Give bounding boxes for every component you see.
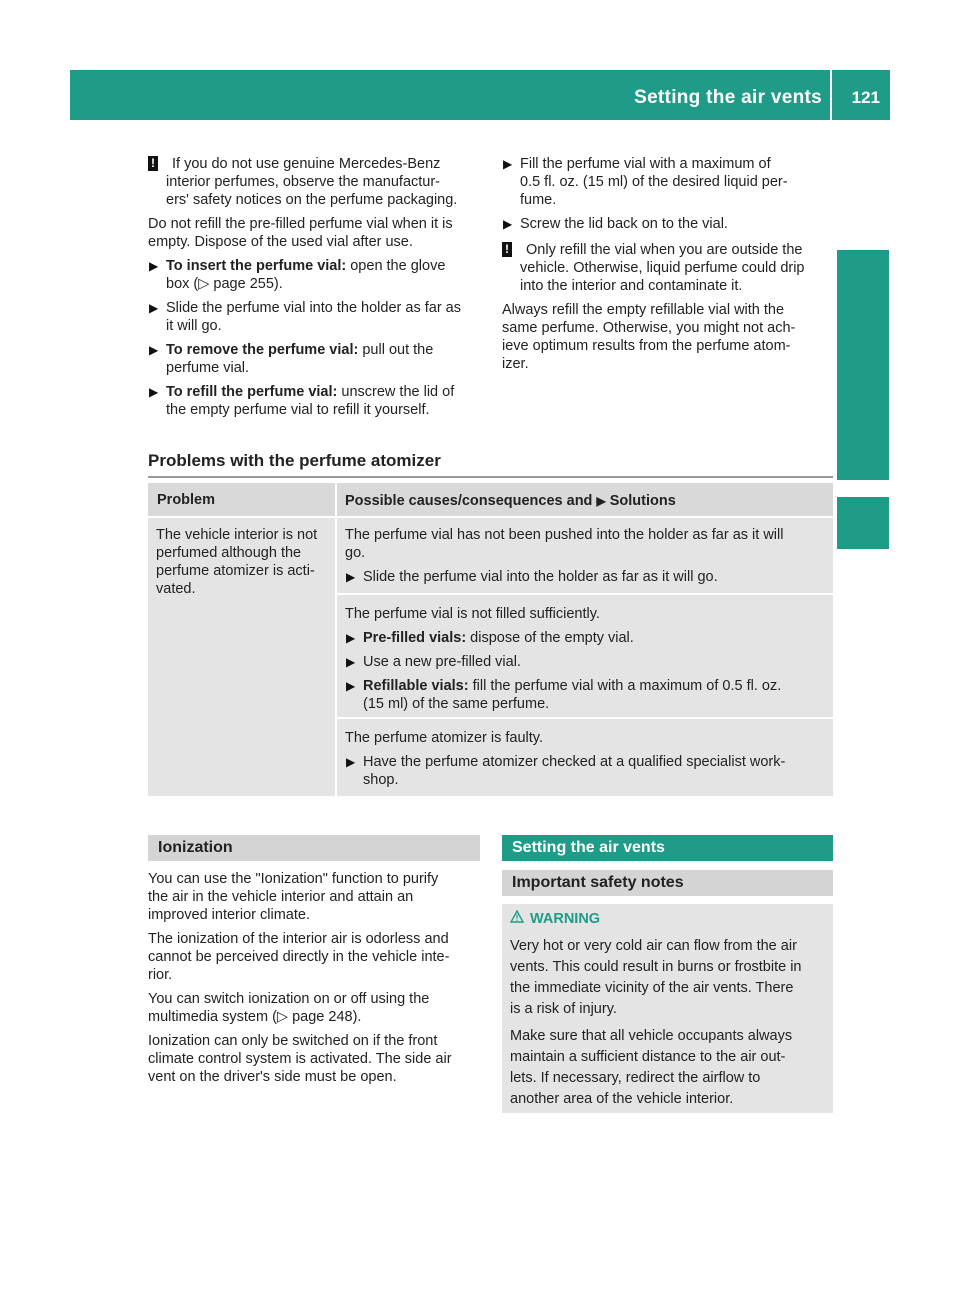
page-number: 121 — [851, 88, 880, 107]
paragraph-line: Do not refill the pre-filled perfume vial when it is — [148, 216, 453, 232]
warning-line: Very hot or very cold air can flow from the air — [510, 938, 797, 954]
ionization-body — [148, 870, 483, 1092]
paragraph-line: vent on the driver's side must be open. — [148, 1069, 397, 1085]
notice-text-line: interior perfumes, observe the manufactur- — [166, 174, 441, 190]
paragraph-line: ieve optimum results from the perfume atom- — [502, 338, 791, 354]
solution-label: Refillable vials: — [363, 678, 469, 694]
step-screw-lid — [502, 215, 837, 233]
air-vents-heading: Setting the air vents — [502, 835, 833, 861]
paragraph — [148, 930, 483, 984]
warning-line: Make sure that all vehicle occupants always — [510, 1028, 793, 1044]
ionization-heading: Ionization — [148, 835, 480, 861]
column-header-solutions — [337, 483, 833, 516]
paragraph-line: multimedia system (▷ page 248). — [148, 1009, 362, 1025]
step-label: To refill the perfume vial: — [166, 384, 338, 400]
column-header-label: Problem — [157, 492, 216, 508]
step-label: To remove the perfume vial: — [166, 342, 359, 358]
solution-step — [345, 653, 825, 671]
paragraph-line: You can use the "Ionization" function to purify — [148, 871, 439, 887]
solution-text: dispose of the empty vial. — [466, 630, 634, 646]
side-tab-marker — [837, 497, 889, 549]
play-arrow-icon: ▶ — [149, 385, 159, 399]
warning-line: another area of the vehicle interior. — [510, 1091, 734, 1107]
header-divider — [830, 70, 832, 120]
play-arrow-icon: ▶ — [149, 259, 159, 273]
paragraph-line: the air in the vehicle interior and attain an — [148, 889, 414, 905]
step-text: fume. — [520, 192, 557, 208]
step-fill-vial — [502, 155, 837, 209]
warning-triangle-icon — [510, 910, 524, 928]
column-header-label: Solutions — [605, 493, 676, 509]
warning-line: lets. If necessary, redirect the airflow to — [510, 1070, 761, 1086]
play-arrow-icon: ▶ — [149, 343, 159, 357]
warning-line: the immediate vicinity of the air vents. There — [510, 980, 794, 996]
problems-table — [148, 483, 833, 796]
step-text: perfume vial. — [166, 360, 250, 376]
paragraph — [502, 301, 837, 373]
solution-text: shop. — [363, 772, 399, 788]
paragraph-line: Ionization can only be switched on if the front — [148, 1033, 438, 1049]
step-text: the empty perfume vial to refill it yourself. — [166, 402, 430, 418]
paragraph — [148, 1032, 483, 1086]
notice-block — [148, 155, 483, 209]
warning-line: maintain a sufficient distance to the air out- — [510, 1049, 786, 1065]
notice-text-line: into the interior and contaminate it. — [520, 278, 743, 294]
paragraph-line: izer. — [502, 356, 529, 372]
play-arrow-icon: ▶ — [346, 570, 356, 584]
step-remove-vial — [148, 341, 483, 377]
step-text: 0.5 fl. oz. (15 ml) of the desired liquid per- — [520, 174, 788, 190]
notice-text-line: Only refill the vial when you are outside the — [526, 242, 803, 258]
paragraph — [148, 215, 483, 251]
step-text: box (▷ page 255). — [166, 276, 283, 292]
play-arrow-icon: ▶ — [149, 301, 159, 315]
exclamation-icon: ! — [148, 156, 158, 171]
play-arrow-icon: ▶ — [346, 755, 356, 769]
paragraph-line: empty. Dispose of the used vial after use. — [148, 234, 413, 250]
cause-line: go. — [345, 545, 366, 561]
step-text: Fill the perfume vial with a maximum of — [520, 156, 771, 172]
solution-text: (15 ml) of the same perfume. — [363, 696, 550, 712]
warning-line: vents. This could result in burns or frostbite in — [510, 959, 802, 975]
step-text: unscrew the lid of — [337, 384, 455, 400]
step-text: Slide the perfume vial into the holder as far as — [166, 300, 461, 316]
side-tab-label: Climate control — [851, 250, 874, 408]
warning-paragraph — [510, 936, 825, 1020]
column-header-problem — [148, 483, 335, 516]
step-refill-vial — [148, 383, 483, 419]
step-text: pull out the — [358, 342, 434, 358]
left-column — [148, 155, 483, 425]
paragraph-line: same perfume. Otherwise, you might not ach- — [502, 320, 796, 336]
paragraph-line: The ionization of the interior air is odorless and — [148, 931, 449, 947]
paragraph-line: improved interior climate. — [148, 907, 310, 923]
play-arrow-icon: ▶ — [346, 679, 356, 693]
paragraph-line: You can switch ionization on or off using the — [148, 991, 430, 1007]
problem-line: perfume atomizer is acti- — [156, 563, 315, 579]
problem-line: perfumed although the — [156, 545, 302, 561]
solution-step — [345, 677, 825, 713]
solution-text: Have the perfume atomizer checked at a qualified specialist work- — [363, 754, 786, 770]
step-label: To insert the perfume vial: — [166, 258, 347, 274]
step-insert-vial — [148, 257, 483, 293]
play-arrow-icon: ▶ — [503, 217, 513, 231]
paragraph-line: rior. — [148, 967, 173, 983]
play-arrow-icon: ▶ — [503, 157, 513, 171]
play-arrow-icon: ▶ — [596, 494, 606, 508]
column-header-label: Possible causes/consequences and — [345, 493, 597, 509]
step-text: open the glove — [346, 258, 446, 274]
paragraph-line: cannot be perceived directly in the vehicle inte- — [148, 949, 450, 965]
play-arrow-icon: ▶ — [346, 631, 356, 645]
problems-heading: Problems with the perfume atomizer — [148, 450, 833, 478]
notice-text-line: vehicle. Otherwise, liquid perfume could drip — [520, 260, 805, 276]
cause-cell-1 — [337, 518, 833, 593]
right-column — [502, 155, 837, 379]
cause-line: The perfume vial is not filled sufficiently. — [345, 606, 600, 622]
notice-text-line: If you do not use genuine Mercedes-Benz — [172, 156, 441, 172]
notice-text-line: ers' safety notices on the perfume packaging. — [166, 192, 458, 208]
problem-line: vated. — [156, 581, 196, 597]
step-text: Screw the lid back on to the vial. — [520, 216, 728, 232]
warning-label: WARNING — [530, 911, 601, 927]
solution-step — [345, 629, 825, 647]
paragraph — [148, 990, 483, 1026]
solution-text: Slide the perfume vial into the holder as far as it will go. — [363, 569, 718, 585]
cause-line: The perfume vial has not been pushed into the holder as far as it will — [345, 527, 784, 543]
solution-text: fill the perfume vial with a maximum of 0.5 fl. oz. — [468, 678, 782, 694]
warning-line: is a risk of injury. — [510, 1001, 617, 1017]
solution-step — [345, 753, 825, 789]
safety-notes-heading: Important safety notes — [502, 870, 833, 896]
solution-step — [345, 568, 825, 586]
paragraph-line: climate control system is activated. The side air — [148, 1051, 452, 1067]
side-tab — [837, 250, 889, 480]
step-text: it will go. — [166, 318, 222, 334]
problem-line: The vehicle interior is not — [156, 527, 318, 543]
cause-cell-3 — [337, 719, 833, 796]
solution-label: Pre-filled vials: — [363, 630, 467, 646]
solution-text: Use a new pre-filled vial. — [363, 654, 521, 670]
step-slide-vial — [148, 299, 483, 335]
exclamation-icon: ! — [502, 242, 512, 257]
play-arrow-icon: ▶ — [346, 655, 356, 669]
cause-cell-2 — [337, 595, 833, 717]
page-header — [70, 70, 890, 120]
notice-block — [502, 241, 837, 295]
warning-box — [502, 904, 833, 1113]
paragraph-line: Always refill the empty refillable vial with the — [502, 302, 785, 318]
section-title: Setting the air vents — [634, 87, 822, 108]
warning-paragraph — [510, 1026, 825, 1110]
problem-cell — [148, 518, 335, 796]
cause-line: The perfume atomizer is faulty. — [345, 730, 543, 746]
paragraph — [148, 870, 483, 924]
warning-title — [510, 910, 825, 928]
